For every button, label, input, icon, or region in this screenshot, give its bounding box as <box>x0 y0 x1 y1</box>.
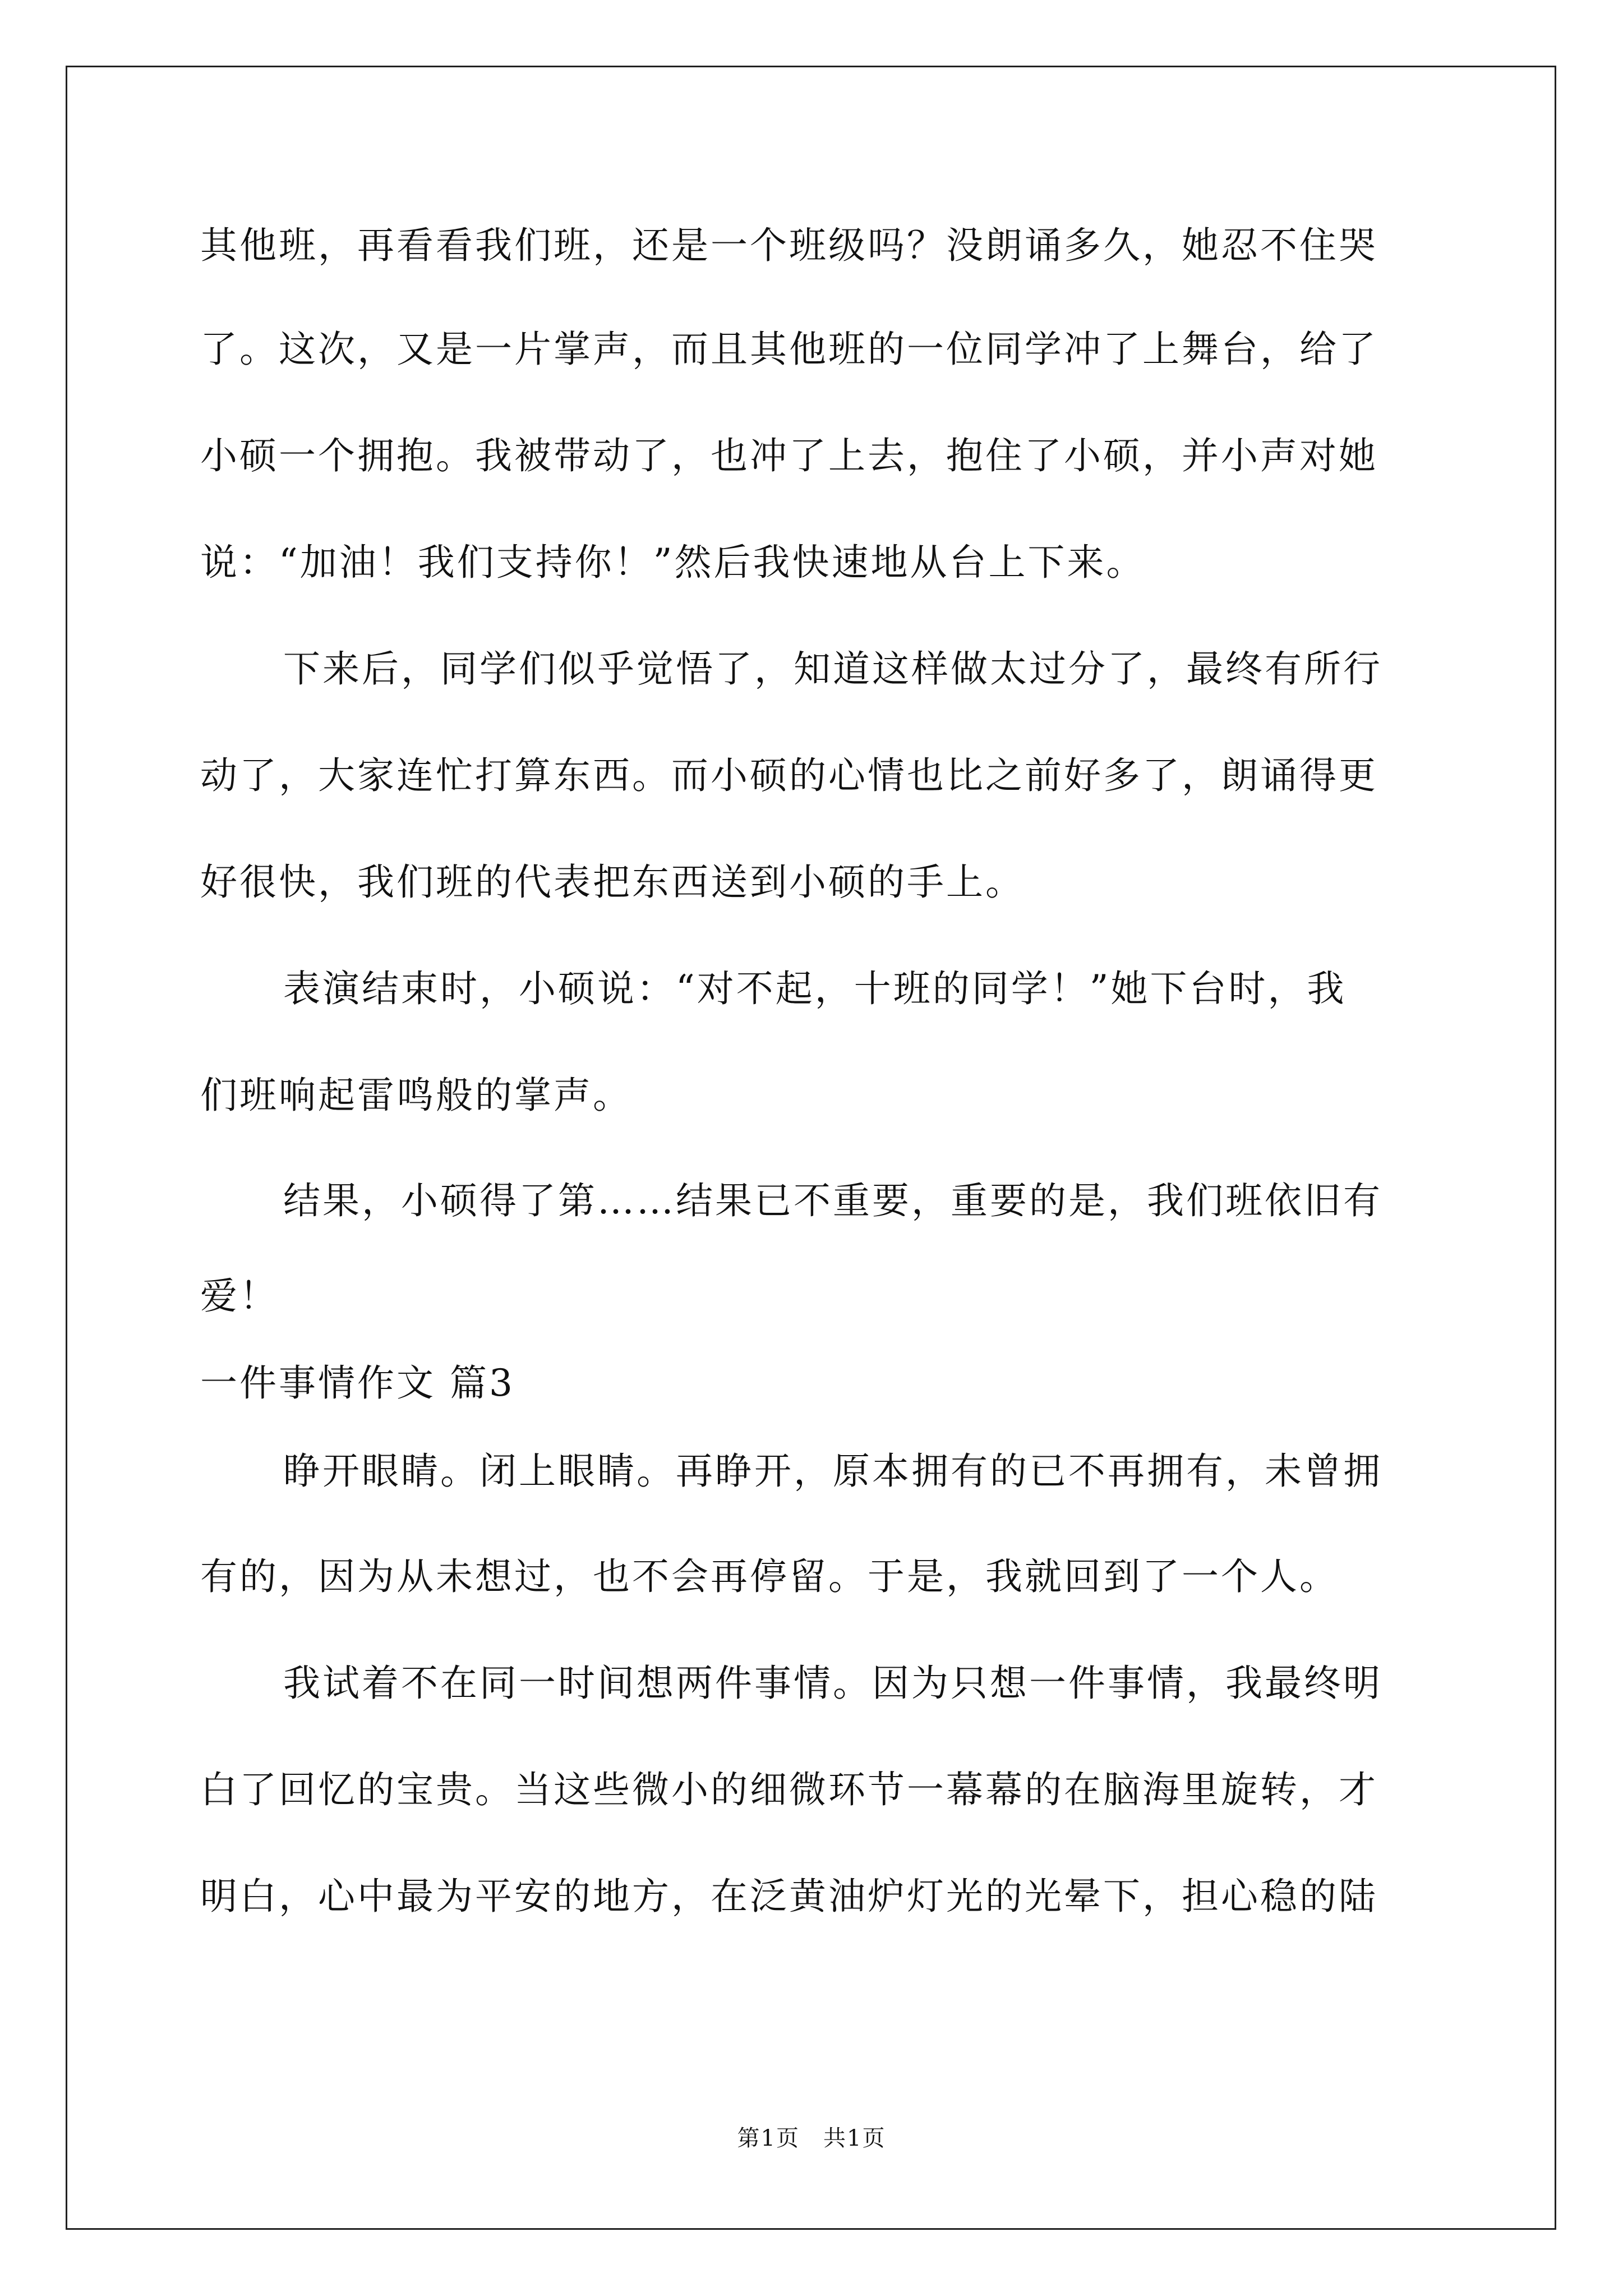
text-line: 动了，大家连忙打算东西。而小硕的心情也比之前好多了，朗诵得更 <box>200 754 1378 797</box>
text-line: 说：“加油！我们支持你！”然后我快速地从台上下来。 <box>200 541 1146 584</box>
text-line: 我试着不在同一时间想两件事情。因为只想一件事情，我最终明 <box>283 1662 1382 1705</box>
text-line: 下来后，同学们似乎觉悟了，知道这样做太过分了，最终有所行 <box>283 647 1382 691</box>
text-line: 们班响起雷鸣般的掌声。 <box>200 1074 632 1117</box>
text-line: 表演结束时，小硕说：“对不起，十班的同学！”她下台时，我 <box>283 967 1347 1010</box>
text-line: 其他班，再看看我们班，还是一个班级吗？没朗诵多久，她忍不住哭 <box>200 224 1378 267</box>
page-number: 第1页 共1页 <box>737 2125 886 2151</box>
text-line: 了。这次，又是一片掌声，而且其他班的一位同学冲了上舞台，给了 <box>200 328 1378 371</box>
text-line: 有的，因为从未想过，也不会再停留。于是，我就回到了一个人。 <box>200 1555 1339 1598</box>
section-heading: 一件事情作文 篇3 <box>200 1361 515 1405</box>
text-line: 明白，心中最为平安的地方，在泛黄油炉灯光的光晕下，担心稳的陆 <box>200 1875 1378 1918</box>
text-line: 好很快，我们班的代表把东西送到小硕的手上。 <box>200 861 1025 904</box>
text-line: 小硕一个拥抱。我被带动了，也冲了上去，抱住了小硕，并小声对她 <box>200 434 1378 477</box>
text-line: 结果，小硕得了第……结果已不重要，重要的是，我们班依旧有 <box>283 1179 1382 1222</box>
text-line: 睁开眼睛。闭上眼睛。再睁开，原本拥有的已不再拥有，未曾拥 <box>283 1450 1382 1493</box>
text-line: 爱！ <box>200 1274 279 1318</box>
text-line: 白了回忆的宝贵。当这些微小的细微环节一幕幕的在脑海里旋转，才 <box>200 1768 1378 1811</box>
